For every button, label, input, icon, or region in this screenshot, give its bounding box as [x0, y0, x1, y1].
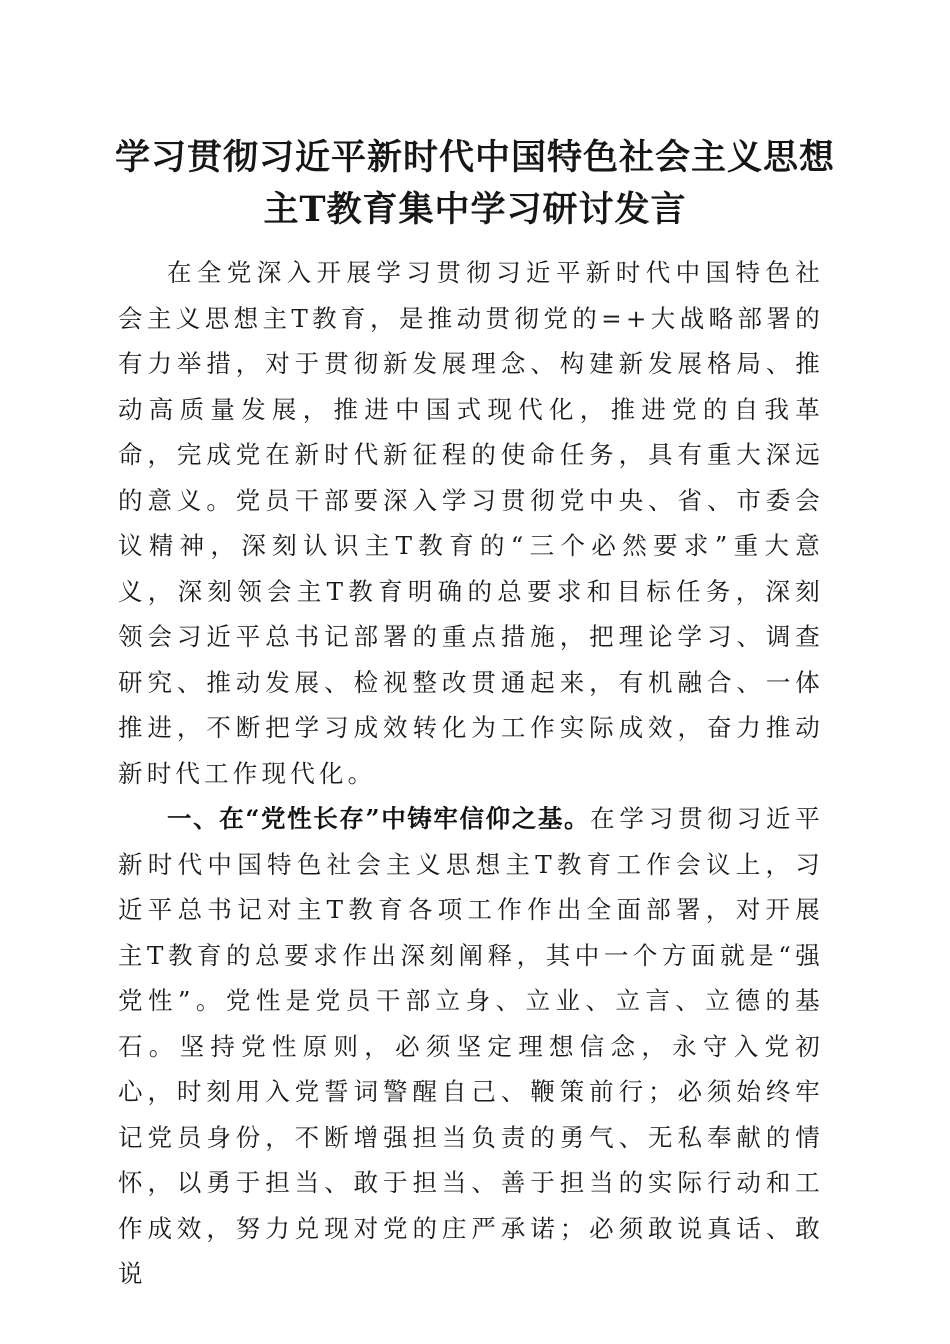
paragraph-intro	[118, 250, 824, 796]
title-line-2: 主T教育集中学习研讨发言	[263, 189, 687, 230]
document-body	[118, 250, 824, 1297]
paragraph-section-1	[118, 796, 824, 1297]
section-heading: 一、在“党性长存”中铸牢信仰之基。	[167, 804, 591, 833]
document-title	[100, 132, 850, 236]
paragraph-text: 在全党深入开展学习贯彻习近平新时代中国特色社会主义思想主T教育，是推动贯彻党的=+大战略部署的有力举措，对于贯彻新发展理念、构建新发展格局、推动高质量发展，推进中国式现代化，推进党的自我革命，完成党在新时代新征程的使命任务，具有重大深远的意义。党员干部要深入学习贯彻党中央、省、市委会议精神，深刻认识主T教育的“三个必然要求”重大意义，深刻领会主T教育明确的总要求和目标任务，深刻领会习近平总书记部署的重点措施，把理论学习、调查研究、推动发展、检视整改贯通起来，有机融合、一体推进，不断把学习成效转化为工作实际成效，奋力推动新时代工作现代化。	[118, 258, 824, 788]
title-line-1: 学习贯彻习近平新时代中国特色社会主义思想	[114, 137, 835, 178]
paragraph-text: 在学习贯彻习近平新时代中国特色社会主义思想主T教育工作会议上，习近平总书记对主T教育各项工作作出全面部署，对开展主T教育的总要求作出深刻阐释，其中一个方面就是“强党性”。党性是党员干部立身、立业、立言、立德的基石。坚持党性原则，必须坚定理想信念，永守入党初心，时刻用入党誓词警醒自己、鞭策前行；必须始终牢记党员身份，不断增强担当负责的勇气、无私奉献的情怀，以勇于担当、敢于担当、善于担当的实际行动和工作成效，努力兑现对党的庄严承诺；必须敢说真话、敢说	[118, 804, 824, 1288]
